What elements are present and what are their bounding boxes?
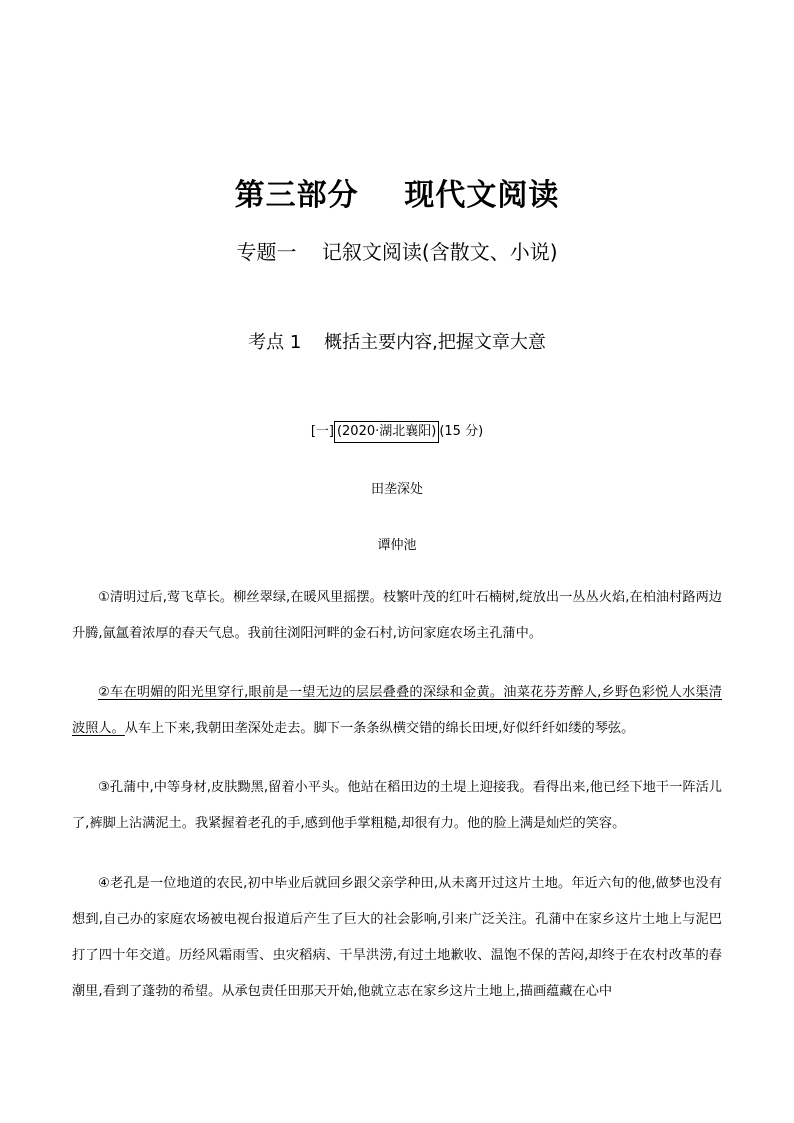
underlined-sentence: ②车在明媚的阳光里穿行,眼前是一望无边的层层叠叠的深绿和金黄。油菜花芬芳醉人,乡野色彩悦人水渠清波照人。 [72,685,722,736]
question-number: [一] [310,424,334,439]
kaodian-title: 考点 1 概括主要内容,把握文章大意 [248,332,546,353]
paragraph-3: ③孔蒲中,中等身材,皮肤黝黑,留着小平头。他站在稻田边的土堤上迎接我。看得出来,他已经下地干一阵活儿了,裤脚上沾满泥土。我紧握着老孔的手,感到他手掌粗糙,却很有力。他的脸上满是灿烂的笑容。 [72,780,722,831]
part-title: 第三部分 现代文阅读 [234,178,560,213]
source-box: (2020·湖北襄阳) [334,421,439,443]
paragraph-1: ①清明过后,莺飞草长。柳丝翠绿,在暖风里摇摆。枝繁叶茂的红叶石楠树,绽放出一丛丛火焰,在柏油村路两边升腾,氤氲着浓厚的春天气息。我前往浏阳河畔的金石村,访问家庭农场主孔蒲中。 [72,590,722,641]
topic-title: 专题一 记叙文阅读(含散文、小说) [236,240,558,264]
article-title: 田垄深处 [370,482,423,497]
paragraph-2 [72,675,722,747]
article-author: 谭仲池 [377,538,417,553]
question-score: (15 分) [439,424,484,439]
question-source-line [0,421,794,443]
paragraph-4: ④老孔是一位地道的农民,初中毕业后就回乡跟父亲学种田,从未离开过这片土地。年近六旬的他,做梦也没有想到,自己办的家庭农场被电视台报道后产生了巨大的社会影响,引来广泛关注。孔蒲中在家乡这片土地上与泥巴打了四十年交道。历经风霜雨雪、虫灾稻病、干旱洪涝,有过土地歉收、温饱不保的苦闷,却终于在农村改革的春潮里,看到了蓬勃的希望。从承包责任田那天开始,他就立志在家乡这片土地上,描画蕴藏在心中 [72,876,722,999]
paragraph-2-rest: 从车上下来,我朝田垄深处走去。脚下一条条纵横交错的绵长田埂,好似纤纤如缕的琴弦。 [124,721,635,736]
